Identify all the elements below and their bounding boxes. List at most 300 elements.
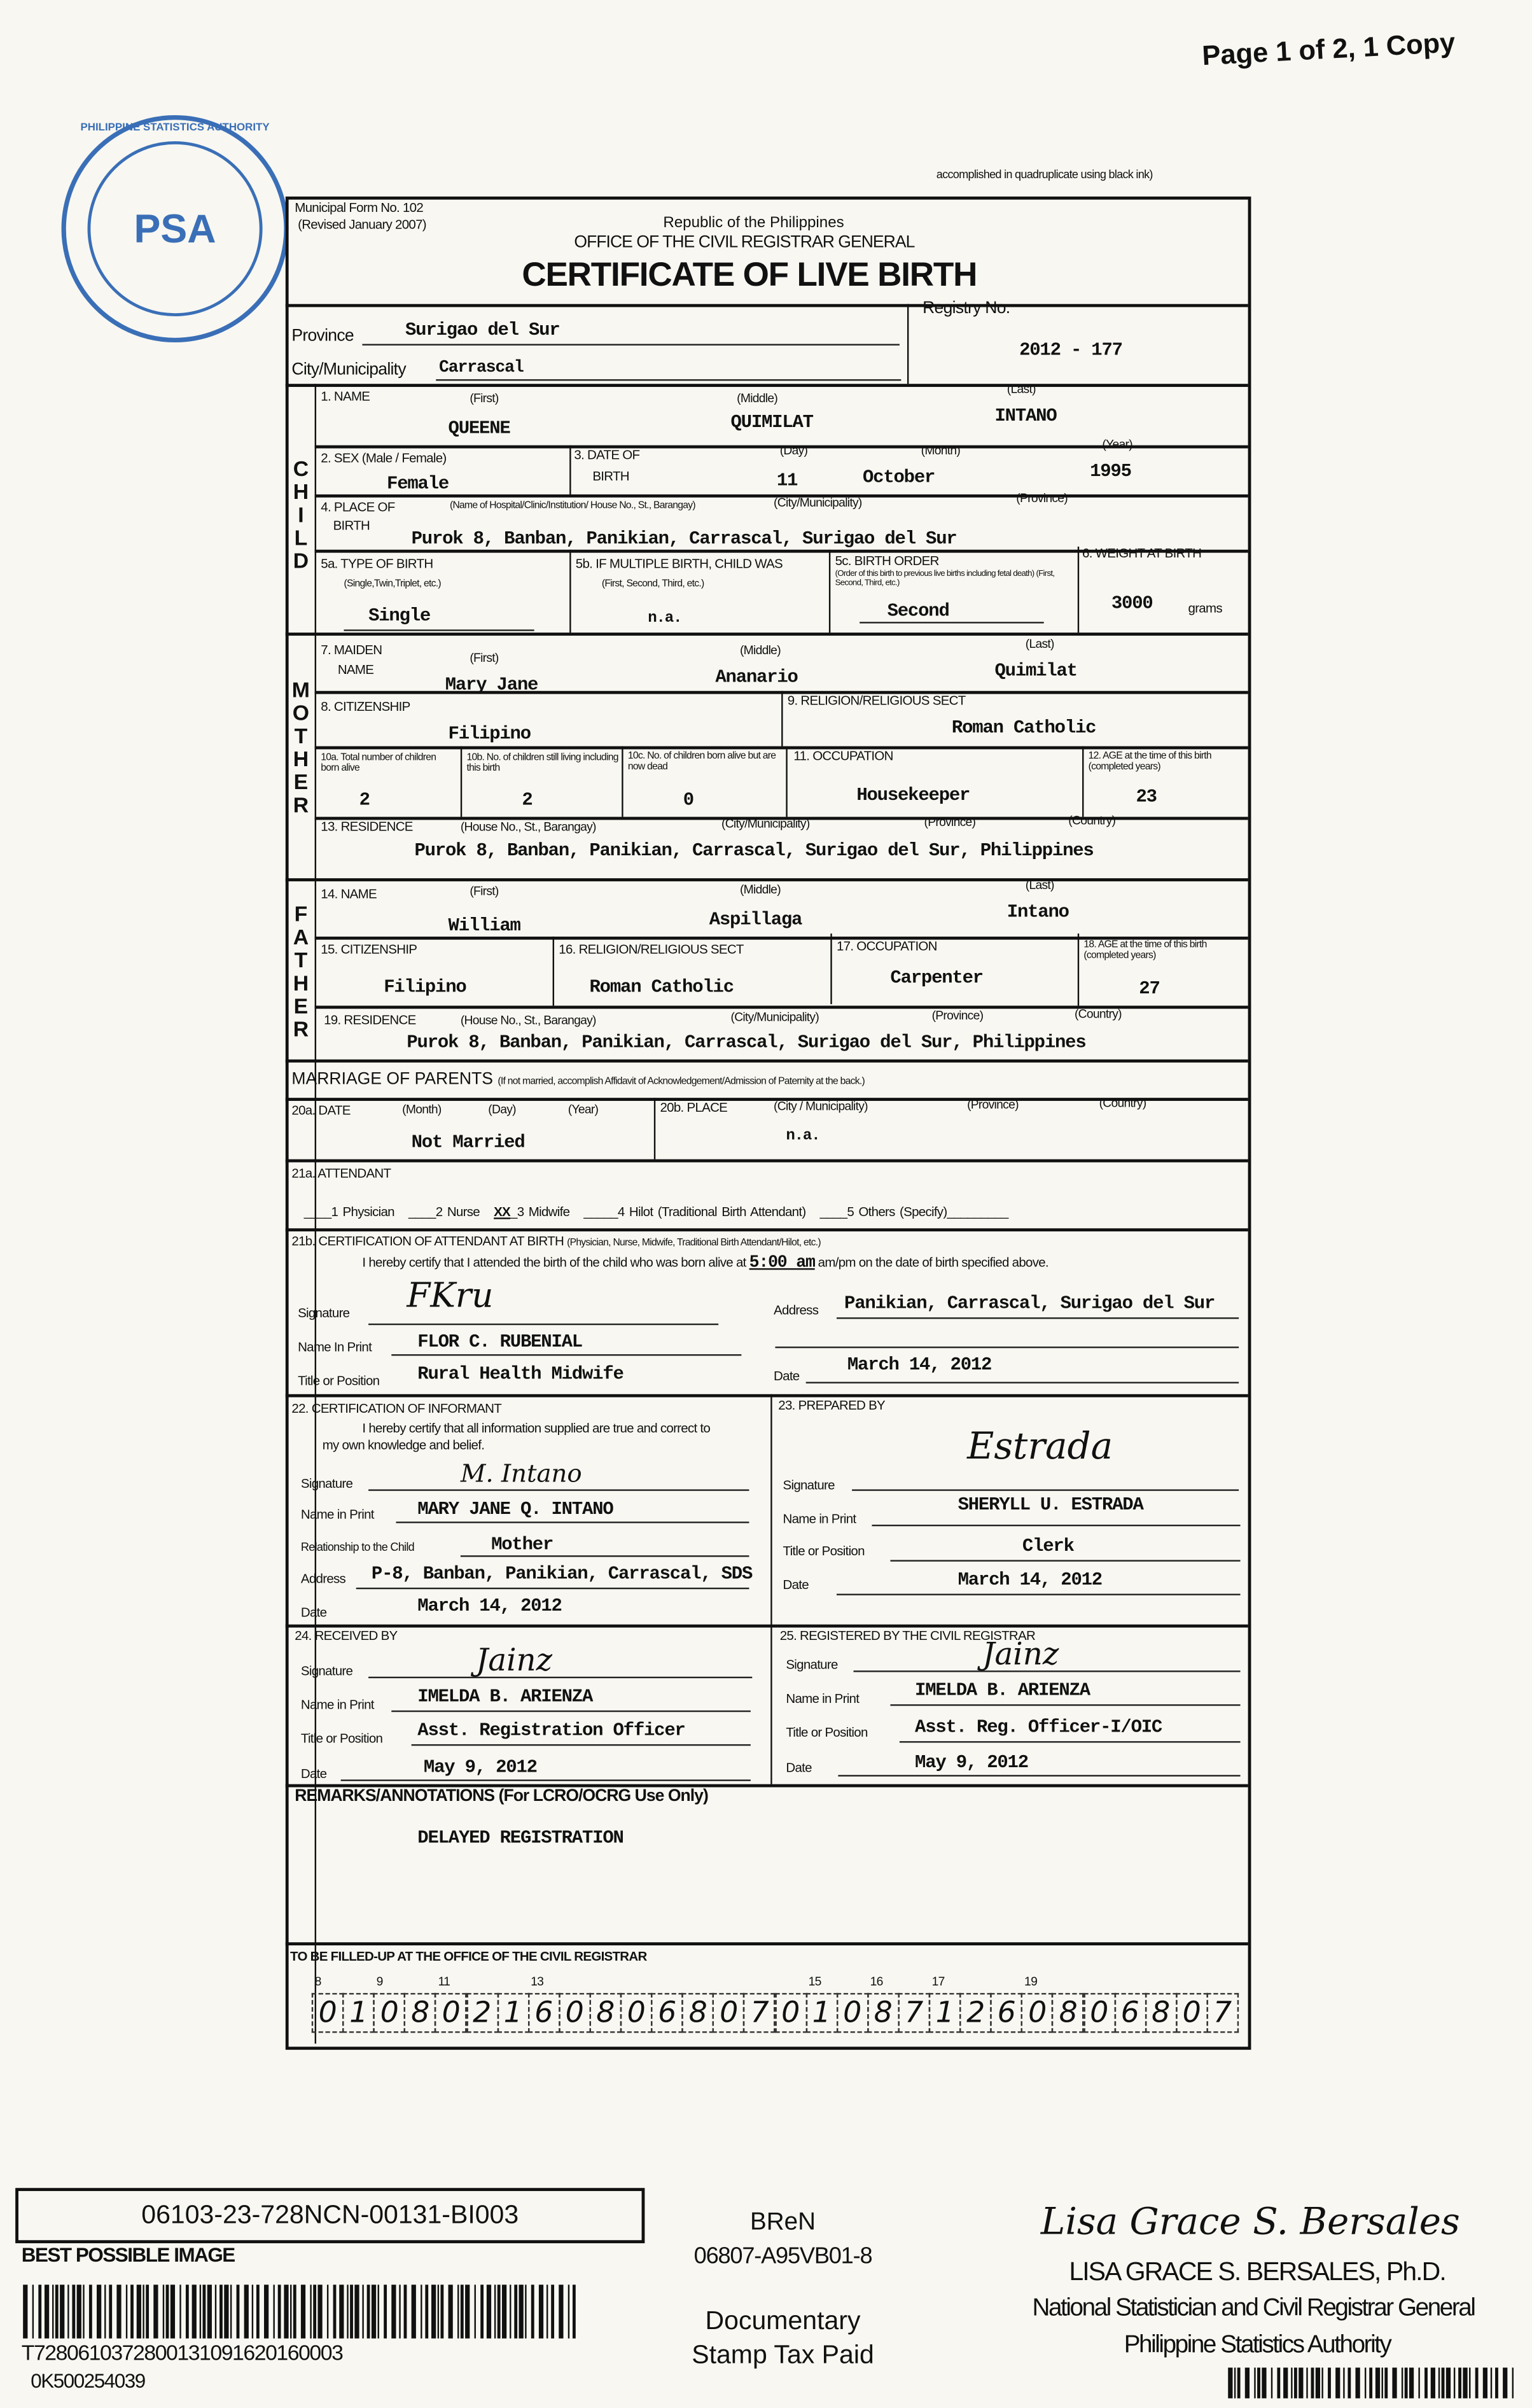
code-digit-box <box>744 1993 776 2033</box>
attendant-title: Rural Health Midwife <box>417 1363 623 1385</box>
barcode-bar <box>192 2285 197 2338</box>
receiver-title: Asst. Registration Officer <box>417 1719 685 1742</box>
signatory-name: LISA GRACE S. BERSALES, Ph.D. <box>1069 2257 1445 2286</box>
code-digit-box <box>713 1993 745 2033</box>
father-middle-name: Aspillaga <box>709 909 802 931</box>
code-digit-box <box>774 1993 807 2033</box>
signature-label: Signature <box>300 1663 353 1679</box>
code-digit: 0 <box>1028 1996 1047 2030</box>
section-label-child: C H I L D <box>293 456 309 573</box>
barcode-bar <box>475 2285 476 2338</box>
barcode-bar <box>1375 2368 1380 2398</box>
form-revised: (Revised January 2007) <box>298 216 426 232</box>
barcode-bar <box>412 2285 416 2338</box>
barcode-bar <box>230 2285 232 2338</box>
barcode-bar <box>440 2285 443 2338</box>
barcode-bar <box>350 2285 353 2338</box>
code-digit-box <box>836 1993 868 2033</box>
code-digit: 2 <box>966 1996 985 2030</box>
attendant-hilot[interactable]: _____4 Hilot (Traditional Birth Attendant) <box>583 1203 806 1219</box>
title-label: Title or Position <box>786 1724 868 1740</box>
code-digit: 8 <box>596 1996 615 2030</box>
res-sub-street: (House No., St., Barangay) <box>460 1013 596 1028</box>
barcode-bar <box>1495 2368 1498 2398</box>
barcode-bar <box>1257 2368 1260 2398</box>
res-sub-province: (Province) <box>931 1009 984 1023</box>
barcode-bar <box>498 2285 501 2338</box>
barcode-bar <box>573 2285 576 2338</box>
barcode-bar <box>215 2285 216 2338</box>
barcode-bar <box>354 2285 359 2338</box>
barcode-bar <box>1234 2368 1236 2398</box>
birth-time: 5:00 am <box>749 1254 815 1273</box>
barcode-bar <box>146 2285 149 2338</box>
barcode-bar <box>97 2285 101 2338</box>
cert-attendant-header: 21b. CERTIFICATION OF ATTENDANT AT BIRTH (Physician, Nurse, Midwife, Traditional Birth Attendant/Hilot, etc.) <box>291 1233 821 1249</box>
barcode-bar <box>1384 2368 1388 2398</box>
city-label: City/Municipality <box>291 361 406 379</box>
weight-unit: grams <box>1188 600 1222 616</box>
barcode-bar <box>1438 2368 1440 2398</box>
barcode-number: T7280610372800131091620160003 <box>21 2340 343 2365</box>
code-digit-box <box>373 1993 406 2033</box>
code-digit: 7 <box>750 1996 769 2030</box>
mother-citizenship: Filipino <box>448 723 531 745</box>
field-number: 15 <box>808 1974 821 1989</box>
barcode-bar <box>1356 2368 1360 2398</box>
code-digit: 7 <box>1213 1996 1232 2030</box>
type-of-birth-label: 5a. TYPE OF BIRTH <box>321 556 433 571</box>
remarks-text: DELAYED REGISTRATION <box>417 1827 623 1849</box>
barcode-bar <box>60 2285 64 2338</box>
barcode-bar <box>89 2285 92 2338</box>
code-digit: 1 <box>503 1996 522 2030</box>
signature-label: Signature <box>786 1656 838 1672</box>
seal-text: PHILIPPINE STATISTICS AUTHORITY <box>80 123 270 134</box>
day-label: (Day) <box>779 444 808 458</box>
mother-age-label: 12. AGE at the time of this birth (completed years) <box>1088 750 1211 773</box>
code-digit: 8 <box>411 1996 430 2030</box>
barcode-bar <box>399 2285 400 2338</box>
barcode-bar <box>202 2285 205 2338</box>
barcode-bar <box>310 2285 311 2338</box>
barcode-bar <box>1431 2368 1435 2398</box>
field-number: 19 <box>1024 1974 1038 1989</box>
signatory-title: National Statistician and Civil Registrar General <box>1032 2295 1475 2322</box>
informant-signature: M. Intano <box>460 1459 582 1488</box>
first-label: (First) <box>470 651 499 665</box>
dob-label: 3. DATE OF <box>574 447 640 463</box>
code-digit-box <box>527 1993 560 2033</box>
registrar-signature: Jainz <box>982 1635 1059 1672</box>
child-middle-name: QUIMILAT <box>730 411 813 433</box>
barcode-bar <box>1262 2368 1266 2398</box>
birth-weight: 3000 <box>1111 592 1153 615</box>
month-label: (Month) <box>402 1102 442 1117</box>
attendant-midwife[interactable]: XX_3 Midwife <box>494 1203 570 1219</box>
year-label: (Year) <box>568 1102 599 1117</box>
code-digit-box <box>342 1993 375 2033</box>
receiver-signature: Jainz <box>475 1641 553 1679</box>
barcode-bar <box>273 2285 274 2338</box>
children-living: 2 <box>522 789 533 811</box>
first-label: (First) <box>470 884 499 899</box>
code-digit-box <box>1083 1993 1115 2033</box>
barcode-bar <box>1347 2368 1351 2398</box>
attendant-signature: FKru <box>407 1277 494 1316</box>
barcode-bar <box>38 2285 41 2338</box>
month-label: (Month) <box>921 444 961 458</box>
code-digit-box <box>1052 1993 1085 2033</box>
marriage-date: Not Married <box>411 1131 525 1154</box>
barcode-bar <box>1392 2368 1396 2398</box>
stamp-text-2: Stamp Tax Paid <box>692 2340 874 2369</box>
registrar-title: Asst. Reg. Officer-I/OIC <box>915 1716 1162 1739</box>
barcode-bar <box>256 2285 260 2338</box>
barcode-bar <box>313 2285 316 2338</box>
code-digit: 0 <box>720 1996 739 2030</box>
multiple-birth-sub: (First, Second, Third, etc.) <box>601 578 704 590</box>
barcode-bar <box>32 2285 34 2338</box>
middle-label: (Middle) <box>737 391 778 405</box>
republic-label: Republic of the Philippines <box>663 214 844 232</box>
received-label: 24. RECEIVED BY <box>295 1627 398 1643</box>
barcode-bar <box>1409 2368 1414 2398</box>
office-label: OFFICE OF THE CIVIL REGISTRAR GENERAL <box>574 233 915 252</box>
barcode-bar <box>391 2285 396 2338</box>
barcode-bar <box>293 2285 296 2338</box>
field-number: 16 <box>870 1974 883 1989</box>
cert-attendant-statement: I hereby certify that I attended the birth of the child who was born alive at 5:00 am am/pm on the date of birth specified above. <box>362 1254 1048 1273</box>
address-label: Address <box>300 1571 346 1586</box>
barcode-bar <box>1512 2368 1514 2398</box>
informant-date: March 14, 2012 <box>417 1595 562 1617</box>
code-digit: 8 <box>688 1996 707 2030</box>
barcode-bar <box>367 2285 370 2338</box>
barcode-bar <box>1369 2368 1372 2398</box>
last-label: (Last) <box>1025 878 1054 892</box>
father-residence-label: 19. RESIDENCE <box>324 1012 416 1028</box>
father-first-name: William <box>448 915 520 937</box>
field-number: 17 <box>931 1974 945 1989</box>
pob-label: 4. PLACE OF <box>321 499 395 515</box>
barcode-bar <box>77 2285 81 2338</box>
barcode-bar <box>290 2285 291 2338</box>
prepared-label: 23. PREPARED BY <box>778 1397 886 1413</box>
barcode-bar <box>1321 2368 1323 2398</box>
barcode-bar <box>264 2285 268 2338</box>
barcode <box>23 2285 578 2338</box>
res-sub-city: (City/Municipality) <box>721 816 810 831</box>
field-number: 13 <box>531 1974 544 1989</box>
marriage-section <box>291 1070 865 1089</box>
informant-relationship: Mother <box>491 1534 554 1556</box>
barcode-bar <box>1382 2368 1383 2398</box>
birth-order-sub: (Order of this birth to previous live births including fetal death) (First, Second, Third, etc.) <box>835 570 1055 589</box>
res-sub-country: (Country) <box>1068 813 1116 828</box>
barcode-bar <box>130 2285 134 2338</box>
barcode-bar <box>551 2285 554 2338</box>
mother-first-name: Mary Jane <box>445 674 538 696</box>
stamp-text-1: Documentary <box>705 2306 861 2335</box>
mother-citizenship-label: 8. CITIZENSHIP <box>321 698 410 714</box>
barcode-bar <box>559 2285 563 2338</box>
barcode-bar <box>109 2285 112 2338</box>
child-sex: Female <box>387 473 449 494</box>
barcode-bar <box>171 2285 175 2338</box>
barcode-bar <box>137 2285 141 2338</box>
barcode-bar <box>457 2285 459 2338</box>
barcode-bar <box>438 2285 439 2338</box>
barcode-bar <box>1503 2368 1507 2398</box>
year-label: (Year) <box>1102 437 1132 452</box>
barcode-bar <box>1316 2368 1320 2398</box>
barcode-number-2: 0K500254039 <box>31 2369 145 2393</box>
barcode-bar <box>1271 2368 1272 2398</box>
signatory-signature: Lisa Grace S. Bersales <box>1040 2200 1460 2244</box>
form-number: Municipal Form No. 102 <box>295 199 424 215</box>
code-digit: 0 <box>627 1996 646 2030</box>
children-born-alive-label: 10a. Total number of children born alive <box>321 752 436 774</box>
marriage-place-label: 20b. PLACE <box>660 1099 728 1115</box>
title-label: Title or Position <box>298 1373 380 1389</box>
date-label: Date <box>300 1765 327 1781</box>
barcode-bar <box>514 2285 517 2338</box>
barcode-bar <box>1469 2368 1470 2398</box>
barcode-bar <box>425 2285 428 2338</box>
barcode-bar <box>347 2285 348 2338</box>
barcode-bar <box>278 2285 281 2338</box>
father-occupation-label: 17. OCCUPATION <box>836 938 937 954</box>
barcode-bar <box>224 2285 228 2338</box>
signature-label: Signature <box>783 1477 835 1493</box>
marriage-place: n.a. <box>786 1128 820 1145</box>
field-number: 9 <box>376 1974 383 1989</box>
date-label: Date <box>300 1604 327 1620</box>
code-digit: 8 <box>1152 1996 1171 2030</box>
signature-label: Signature <box>300 1475 353 1491</box>
code-digit: 6 <box>997 1996 1016 2030</box>
province-value: Surigao del Sur <box>405 319 560 341</box>
certificate-title: CERTIFICATE OF LIVE BIRTH <box>522 255 977 293</box>
province-label: (Province) <box>967 1098 1019 1112</box>
barcode-bar <box>1294 2368 1297 2398</box>
barcode-bar <box>252 2285 253 2338</box>
barcode-bar <box>1424 2368 1428 2398</box>
agency-name: Philippine Statistics Authority <box>1124 2332 1391 2359</box>
barcode-bar <box>72 2285 75 2338</box>
attendant-others[interactable]: ____5 Others (Specify)_________ <box>819 1203 1008 1219</box>
preparer-date: March 14, 2012 <box>958 1569 1102 1591</box>
marriage-date-label: 20a. DATE <box>291 1102 351 1118</box>
office-use-label: TO BE FILLED-UP AT THE OFFICE OF THE CIVIL REGISTRAR <box>290 1948 647 1964</box>
birth-order: Second <box>887 600 949 622</box>
barcode-bar <box>1277 2368 1280 2398</box>
res-sub-province: (Province) <box>924 815 976 829</box>
barcode-bar <box>372 2285 376 2338</box>
barcode-bar <box>186 2285 189 2338</box>
section-label-father: F A T H E R <box>293 901 309 1041</box>
barcode-bar <box>1446 2368 1451 2398</box>
type-of-birth: Single <box>368 605 431 627</box>
mother-middle-name: Ananario <box>715 666 798 688</box>
bren-number: 06807-A95VB01-8 <box>693 2243 872 2270</box>
barcode-bar <box>83 2285 84 2338</box>
preparer-signature: Estrada <box>967 1425 1113 1468</box>
name-in-print-label: Name in Print <box>300 1697 374 1712</box>
code-digit: 0 <box>781 1996 800 2030</box>
informant-label: 22. CERTIFICATION OF INFORMANT <box>291 1400 502 1416</box>
barcode-bar <box>1228 2368 1232 2398</box>
barcode-bar <box>539 2285 543 2338</box>
code-digit-box <box>404 1993 436 2033</box>
barcode-bar <box>339 2285 344 2338</box>
name-in-print-label: Name in Print <box>786 1690 860 1706</box>
barcode-bar <box>163 2285 164 2338</box>
psa-seal <box>62 115 289 342</box>
code-digit: 0 <box>843 1996 862 2030</box>
code-digit-box <box>497 1993 529 2033</box>
informant-name: MARY JANE Q. INTANO <box>417 1498 613 1520</box>
remarks-label: REMARKS/ANNOTATIONS (For LCRO/OCRG Use Only) <box>295 1787 708 1806</box>
barcode-bar <box>502 2285 506 2338</box>
barcode-bar <box>200 2285 201 2338</box>
mother-religion-label: 9. RELIGION/RELIGIOUS SECT <box>787 692 966 708</box>
barcode-bar <box>1328 2368 1331 2398</box>
mother-religion: Roman Catholic <box>951 717 1096 739</box>
field-number: 11 <box>438 1974 450 1989</box>
top-note: accomplished in quadruplicate using black ink) <box>936 167 1153 181</box>
barcode-bar <box>116 2285 121 2338</box>
barcode-bar <box>568 2285 569 2338</box>
barcode-bar <box>480 2285 484 2338</box>
barcode-bar <box>207 2285 212 2338</box>
mother-last-name: Quimilat <box>994 660 1077 682</box>
barcode-bar <box>55 2285 59 2338</box>
barcode-bar <box>378 2285 379 2338</box>
code-digit: 6 <box>534 1996 554 2030</box>
marriage-title: MARRIAGE OF PARENTS <box>291 1070 493 1089</box>
city-value: Carrascal <box>439 359 524 378</box>
barcode-bar <box>333 2285 337 2338</box>
code-digit-box <box>1176 1993 1208 2033</box>
name-in-print-label: Name in Print <box>783 1511 856 1527</box>
attendant-physician[interactable]: ____1 Physician <box>303 1203 394 1219</box>
date-label: Date <box>783 1576 809 1593</box>
marriage-note: (If not married, accomplish Affidavit of Acknowledgement/Admission of Paternity at the back.) <box>498 1076 865 1088</box>
children-living-label: 10b. No. of children still living including this birth <box>466 752 618 774</box>
barcode-bar <box>1299 2368 1303 2398</box>
attendant-options <box>304 1205 1008 1219</box>
control-number-box <box>15 2188 644 2243</box>
control-number: 06103-23-728NCN-00131-BI003 <box>141 2200 519 2230</box>
preparer-title: Clerk <box>1022 1535 1074 1557</box>
father-residence: Purok 8, Banban, Panikian, Carrascal, Surigao del Sur, Philippines <box>407 1032 1086 1054</box>
barcode-bar <box>1458 2368 1461 2398</box>
type-of-birth-sub: (Single,Twin,Triplet, etc.) <box>344 578 441 590</box>
pob-sublabel: (Name of Hospital/Clinic/Institution/ House No., St., Barangay) <box>449 500 695 512</box>
barcode-bar <box>45 2285 49 2338</box>
barcode-bar <box>52 2285 53 2338</box>
maiden-name-label-2: NAME <box>337 661 374 678</box>
middle-label: (Middle) <box>739 883 781 897</box>
res-sub-street: (House No., St., Barangay) <box>460 820 596 834</box>
barcode-bar <box>1491 2368 1492 2398</box>
birth-year: 1995 <box>1090 460 1131 482</box>
res-sub-country: (Country) <box>1074 1007 1122 1021</box>
barcode-bar <box>179 2285 181 2338</box>
pob-label-2: BIRTH <box>333 517 370 533</box>
code-digit: 0 <box>442 1996 461 2030</box>
code-digit-box <box>312 1993 344 2033</box>
barcode-bar <box>244 2285 249 2338</box>
code-digit: 7 <box>905 1996 924 2030</box>
barcode-bar <box>166 2285 169 2338</box>
birth-order-label: 5c. BIRTH ORDER <box>835 552 939 568</box>
attendant-date: March 14, 2012 <box>847 1354 992 1376</box>
barcode-bar <box>1245 2368 1250 2398</box>
barcode-bar <box>449 2285 453 2338</box>
barcode-bar <box>1306 2368 1307 2398</box>
code-digit-box <box>466 1993 498 2033</box>
multiple-birth: n.a. <box>648 611 682 628</box>
mother-residence-label: 13. RESIDENCE <box>321 818 413 834</box>
barcode-bar <box>317 2285 322 2338</box>
barcode-bar <box>362 2285 363 2338</box>
barcode-bar <box>126 2285 127 2338</box>
attendant-nurse[interactable]: ____2 Nurse <box>408 1203 480 1219</box>
father-religion-label: 16. RELIGION/RELIGIOUS SECT <box>559 941 744 957</box>
name-in-print-label: Name In Print <box>298 1338 372 1355</box>
code-digit-box <box>805 1993 838 2033</box>
child-first-name: QUEENE <box>448 417 510 440</box>
child-name-label: 1. NAME <box>321 388 370 404</box>
barcode-bar <box>431 2285 436 2338</box>
barcode-bar <box>384 2285 387 2338</box>
barcode-bar <box>1365 2368 1366 2398</box>
field-number: 8 <box>314 1974 321 1989</box>
barcode-bar <box>487 2285 491 2338</box>
barcode-bar <box>1454 2368 1455 2398</box>
page-label: Page 1 of 2, 1 Copy <box>1201 27 1456 71</box>
father-last-name: Intano <box>1006 901 1069 923</box>
barcode-bar <box>404 2285 407 2338</box>
sex-label: 2. SEX (Male / Female) <box>321 449 447 466</box>
code-digit: 0 <box>380 1996 399 2030</box>
section-label-mother: M O T H E R <box>291 677 310 817</box>
code-digit-box <box>867 1993 900 2033</box>
father-citizenship: Filipino <box>384 976 466 998</box>
barcode-bar <box>153 2285 158 2338</box>
code-digit-box <box>1145 1993 1177 2033</box>
code-digit: 1 <box>349 1996 368 2030</box>
date-label: Date <box>786 1760 812 1775</box>
father-religion: Roman Catholic <box>589 976 734 998</box>
barcode-bar <box>104 2285 106 2338</box>
code-digit-box <box>1114 1993 1146 2033</box>
birth-day: 11 <box>776 470 798 492</box>
barcode-bar <box>547 2285 548 2338</box>
birth-month: October <box>862 466 935 489</box>
barcode-bar <box>494 2285 496 2338</box>
maiden-name-label: 7. MAIDEN <box>321 641 382 657</box>
seal-initials: PSA <box>134 206 216 252</box>
res-sub-city: (City/Municipality) <box>730 1010 819 1025</box>
barcode-bar <box>67 2285 69 2338</box>
code-digit: 0 <box>1090 1996 1109 2030</box>
bren-label: BReN <box>750 2209 816 2236</box>
code-digit: 0 <box>565 1996 584 2030</box>
